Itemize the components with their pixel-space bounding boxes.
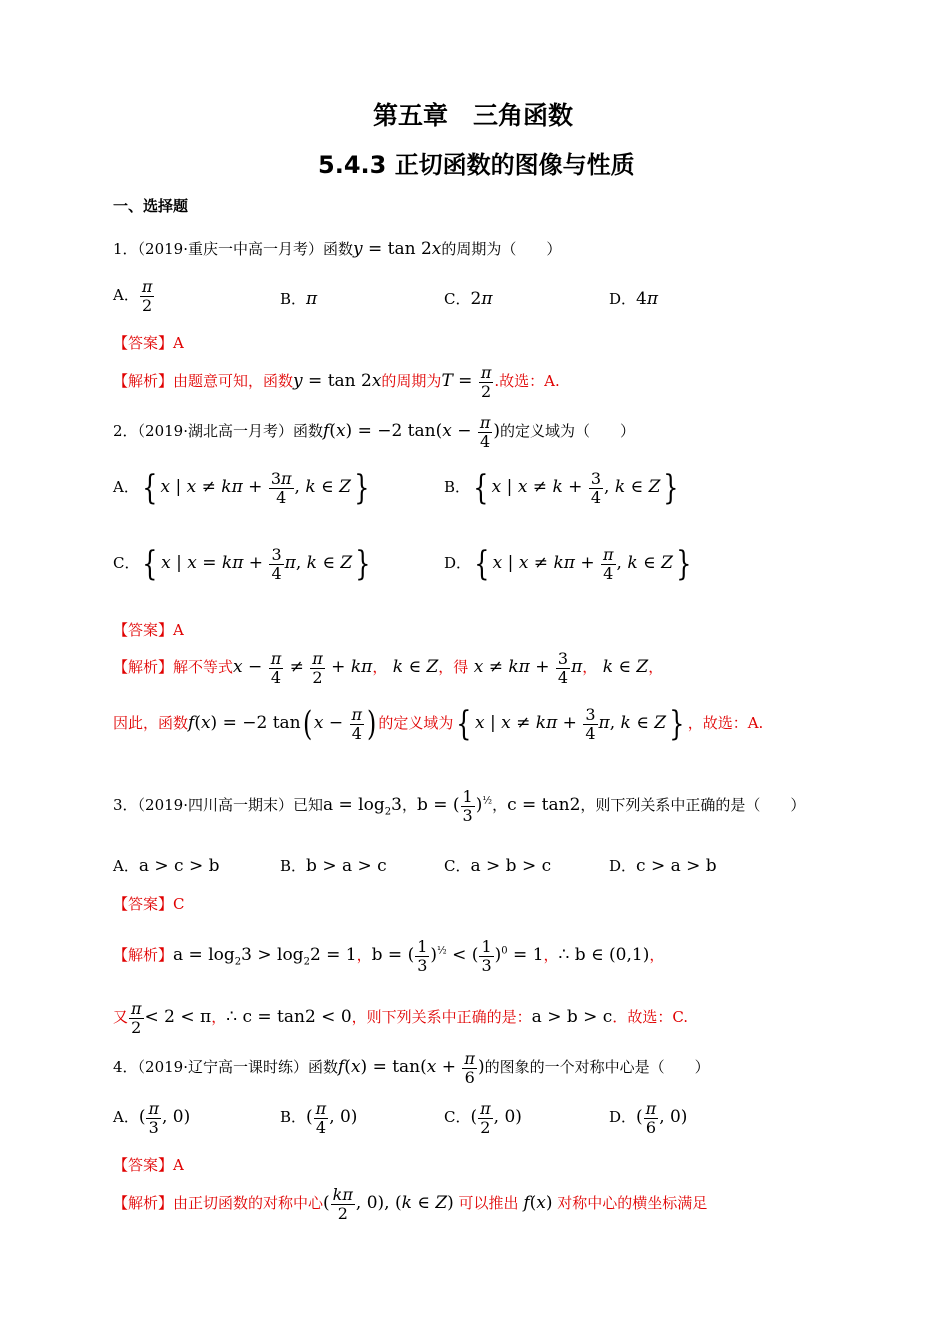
q3-answer: 【答案】C (113, 895, 185, 913)
q2-analysis-line2: 因此，函数f(x) = −2 tan( x − $\frac{\pi}{4}$ ) 的定义域为{ x | x ≠ kπ + $\frac{3}{4}$ π, k ∈ Z} ，故选：A. (113, 704, 764, 745)
q4-option-a: A．( $\frac{\pi}{3}$ , 0) (113, 1099, 191, 1137)
q3-option-c: C．a > b > c (444, 856, 552, 876)
q3-analysis-line1: 【解析】$a = \log_23 > \log_22 = 1$，b = ( $\frac{1}{3}$ )$^{\frac{1}{2}}$ < ( $\frac{1}{3}$ )$^0$ = 1，∴ b ∈ (0,1)， (113, 937, 665, 975)
q1-analysis: 【解析】由题意可知，函数y = tan 2x的周期为T = $\frac{\pi}{2}$ .故选：A. (113, 363, 560, 401)
question-4-stem: 4．（2019·辽宁高一课时练）函数f(x) = tan(x + $\frac{\pi}{6}$ )的图象的一个对称中心是（ ） (113, 1049, 710, 1087)
q4-answer: 【答案】A (113, 1156, 184, 1174)
q1-option-b: B．π (280, 289, 318, 309)
section-title: 5.4.3 正切函数的图像与性质 (318, 151, 635, 179)
q3-option-d: D．c > a > b (609, 856, 717, 876)
section-heading: 一、选择题 (113, 197, 189, 215)
question-3-stem: 3．（2019·四川高一期末）已知$a = \log_23$，b = ( $\frac{1}{3}$ )$^{\frac{1}{2}}$，c = tan2，则下列关系中正确的是（ ） (113, 787, 806, 825)
q4-option-d: D．( $\frac{\pi}{6}$ , 0) (609, 1099, 688, 1137)
q4-option-b: B．( $\frac{\pi}{4}$ , 0) (280, 1099, 358, 1137)
q1-option-d: D．4π (609, 289, 659, 309)
question-2-stem: 2．（2019·湖北高一月考）函数f(x) = −2 tan(x − $\frac{\pi}{4}$ )的定义域为（ ） (113, 413, 636, 451)
q2-option-a: A．{ x | x ≠ kπ + $\frac{3\pi}{4}$ , k ∈ Z} (113, 468, 370, 509)
q4-analysis: 【解析】由正切函数的对称中心( $\frac{k\pi}{2}$ , 0), (k ∈ Z) 可以推出 f(x) 对称中心的横坐标满足 (113, 1185, 708, 1223)
q1-option-c: C．2π (444, 289, 493, 309)
q3-option-a: A．a > c > b (113, 856, 220, 876)
q1-option-a: A． $\frac{\pi}{2}$ (113, 277, 153, 315)
q2-answer: 【答案】A (113, 621, 184, 639)
q4-option-c: C．( $\frac{\pi}{2}$ , 0) (444, 1099, 522, 1137)
q2-analysis-line1: 【解析】解不等式x − $\frac{\pi}{4}$ ≠ $\frac{\pi}{2}$ + kπ， k ∈ Z，得 x ≠ kπ + $\frac{3}{4}$ π， k ∈ Z， (113, 649, 664, 687)
question-1-stem: 1．（2019·重庆一中高一月考）函数y = tan 2x的周期为（ ） (113, 239, 562, 259)
q1-answer: 【答案】A (113, 334, 184, 352)
chapter-title: 第五章 三角函数 (373, 101, 574, 130)
q2-option-c: C．{ x | x = kπ + $\frac{3}{4}$ π, k ∈ Z} (113, 544, 371, 585)
q2-option-d: D．{ x | x ≠ kπ + $\frac{\pi}{4}$ , k ∈ Z} (444, 544, 692, 585)
q3-analysis-line2: 又 $\frac{\pi}{2}$ < 2 < π，∴ c = tan2 < 0，则下列关系中正确的是：a > b > c．故选：C. (113, 999, 689, 1037)
q3-option-b: B．b > a > c (280, 856, 387, 876)
q2-option-b: B．{ x | x ≠ k + $\frac{3}{4}$ , k ∈ Z} (444, 468, 679, 509)
